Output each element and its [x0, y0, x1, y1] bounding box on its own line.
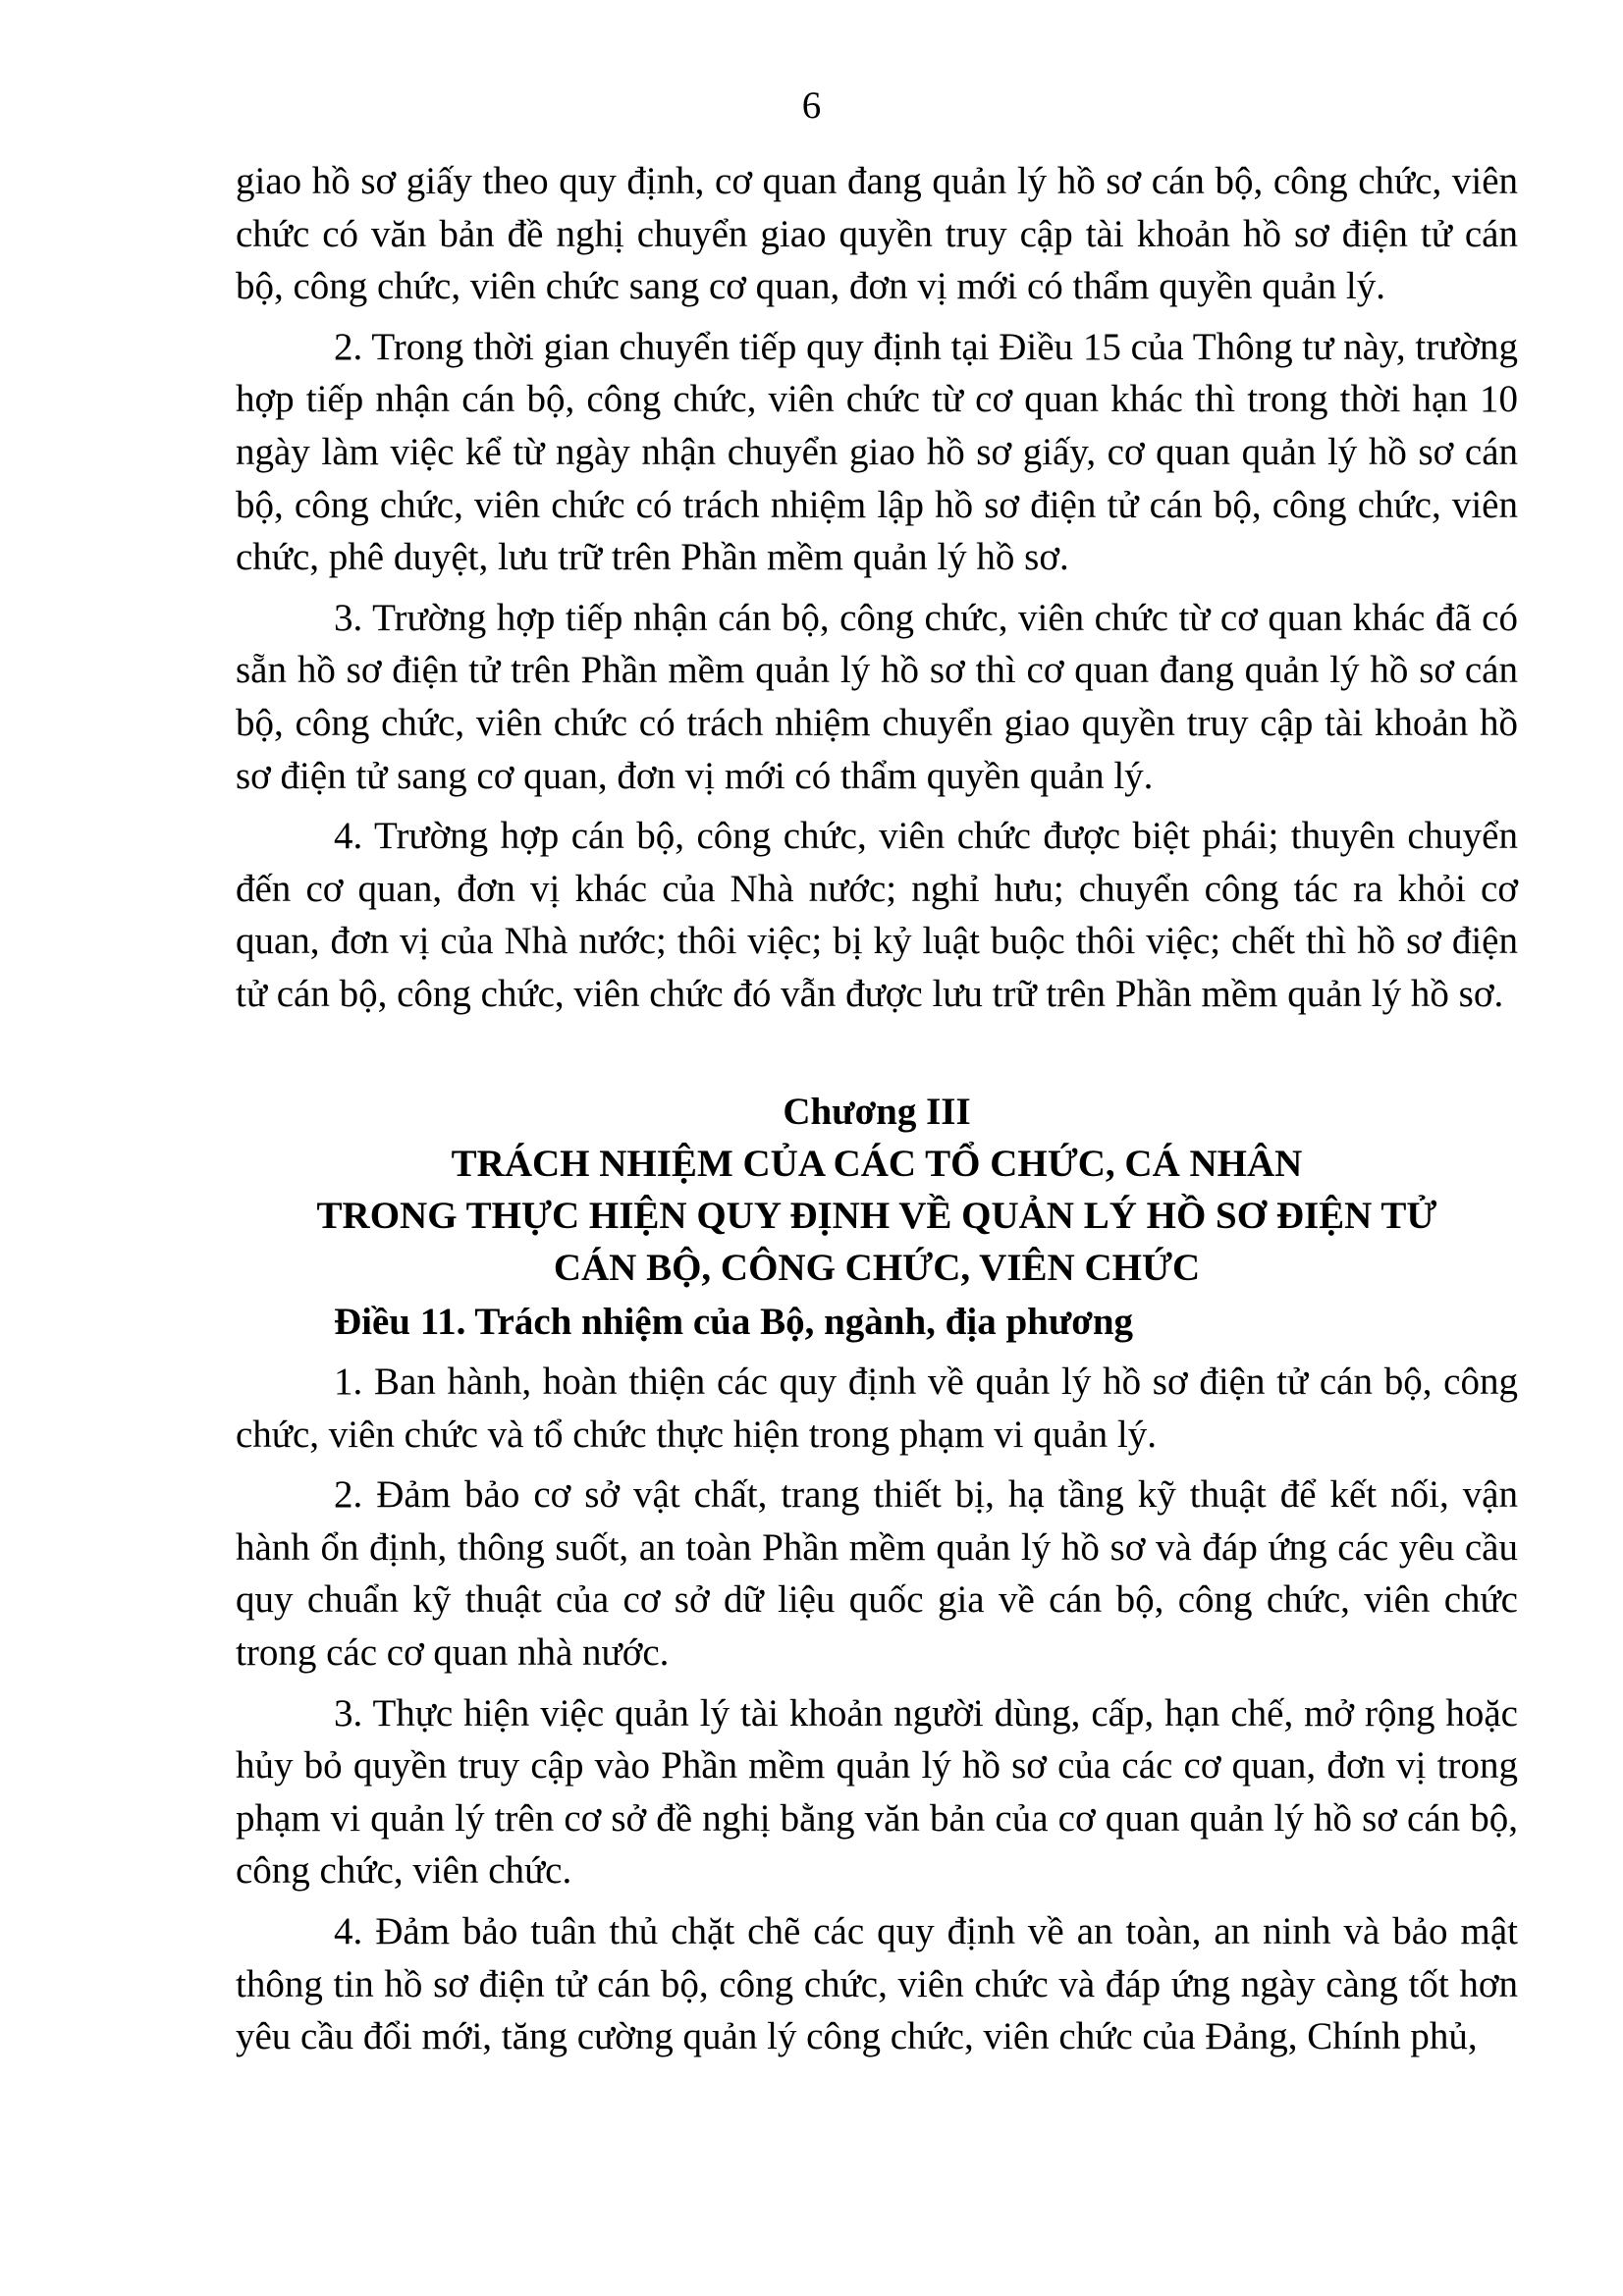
paragraph-4: 4. Trường hợp cán bộ, công chức, viên chức được biệt phái; thuyên chuyển đến cơ quan, đơn vị khác của Nhà nước; nghỉ hưu; chuyển công tác ra khỏi cơ quan, đơn vị của Nhà nước; thôi việc; bị kỷ luật buộc thôi việc; chết thì hồ sơ điện tử cán bộ, công chức, viên chức đó vẫn được lưu trữ trên Phần mềm quản lý hồ sơ.	[236, 815, 1518, 1015]
page-number: 6	[801, 84, 822, 127]
article-title: Điều 11. Trách nhiệm của Bộ, ngành, địa phương	[334, 1300, 1134, 1343]
article-paragraph-4: 4. Đảm bảo tuân thủ chặt chẽ các quy định về an toàn, an ninh và bảo mật thông tin hồ sơ điện tử cán bộ, công chức, viên chức và đáp ứng ngày càng tốt hơn yêu cầu đổi mới, tăng cường quản lý công chức, viên chức của Đảng, Chính phủ,	[236, 1910, 1518, 2058]
paragraph-3: 3. Trường hợp tiếp nhận cán bộ, công chức, viên chức từ cơ quan khác đã có sẵn hồ sơ điện tử trên Phần mềm quản lý hồ sơ thì cơ quan đang quản lý hồ sơ cán bộ, công chức, viên chức có trách nhiệm chuyển giao quyền truy cập tài khoản hồ sơ điện tử sang cơ quan, đơn vị mới có thẩm quyền quản lý.	[236, 596, 1518, 797]
article-paragraph-1: 1. Ban hành, hoàn thiện các quy định về quản lý hồ sơ điện tử cán bộ, công chức, viên chức và tổ chức thực hiện trong phạm vi quản lý.	[236, 1361, 1518, 1456]
chapter-heading	[236, 1086, 1518, 1294]
intro-paragraph: giao hồ sơ giấy theo quy định, cơ quan đang quản lý hồ sơ cán bộ, công chức, viên chức có văn bản đề nghị chuyển giao quyền truy cập tài khoản hồ sơ điện tử cán bộ, công chức, viên chức sang cơ quan, đơn vị mới có thẩm quyền quản lý.	[236, 160, 1518, 308]
document-body	[236, 155, 1518, 2071]
chapter-title-line-2: TRONG THỰC HIỆN QUY ĐỊNH VỀ QUẢN LÝ HỒ SƠ ĐIỆN TỬ	[316, 1194, 1437, 1237]
article-paragraph-2: 2. Đảm bảo cơ sở vật chất, trang thiết bị, hạ tầng kỹ thuật để kết nối, vận hành ổn định, thông suốt, an toàn Phần mềm quản lý hồ sơ và đáp ứng các yêu cầu quy chuẩn kỹ thuật của cơ sở dữ liệu quốc gia về cán bộ, công chức, viên chức trong các cơ quan nhà nước.	[236, 1473, 1518, 1675]
chapter-number: Chương III	[783, 1090, 971, 1133]
paragraph-2: 2. Trong thời gian chuyển tiếp quy định tại Điều 15 của Thông tư này, trường hợp tiếp nhận cán bộ, công chức, viên chức từ cơ quan khác thì trong thời hạn 10 ngày làm việc kể từ ngày nhận chuyển giao hồ sơ giấy, cơ quan quản lý hồ sơ cán bộ, công chức, viên chức có trách nhiệm lập hồ sơ điện tử cán bộ, công chức, viên chức, phê duyệt, lưu trữ trên Phần mềm quản lý hồ sơ.	[236, 325, 1518, 579]
article-paragraph-3: 3. Thực hiện việc quản lý tài khoản người dùng, cấp, hạn chế, mở rộng hoặc hủy bỏ quyền truy cập vào Phần mềm quản lý hồ sơ của các cơ quan, đơn vị trong phạm vi quản lý trên cơ sở đề nghị bằng văn bản của cơ quan quản lý hồ sơ cán bộ, công chức, viên chức.	[236, 1691, 1518, 1893]
chapter-title-line-3: CÁN BỘ, CÔNG CHỨC, VIÊN CHỨC	[553, 1246, 1201, 1289]
chapter-title-line-1: TRÁCH NHIỆM CỦA CÁC TỔ CHỨC, CÁ NHÂN	[451, 1142, 1303, 1185]
